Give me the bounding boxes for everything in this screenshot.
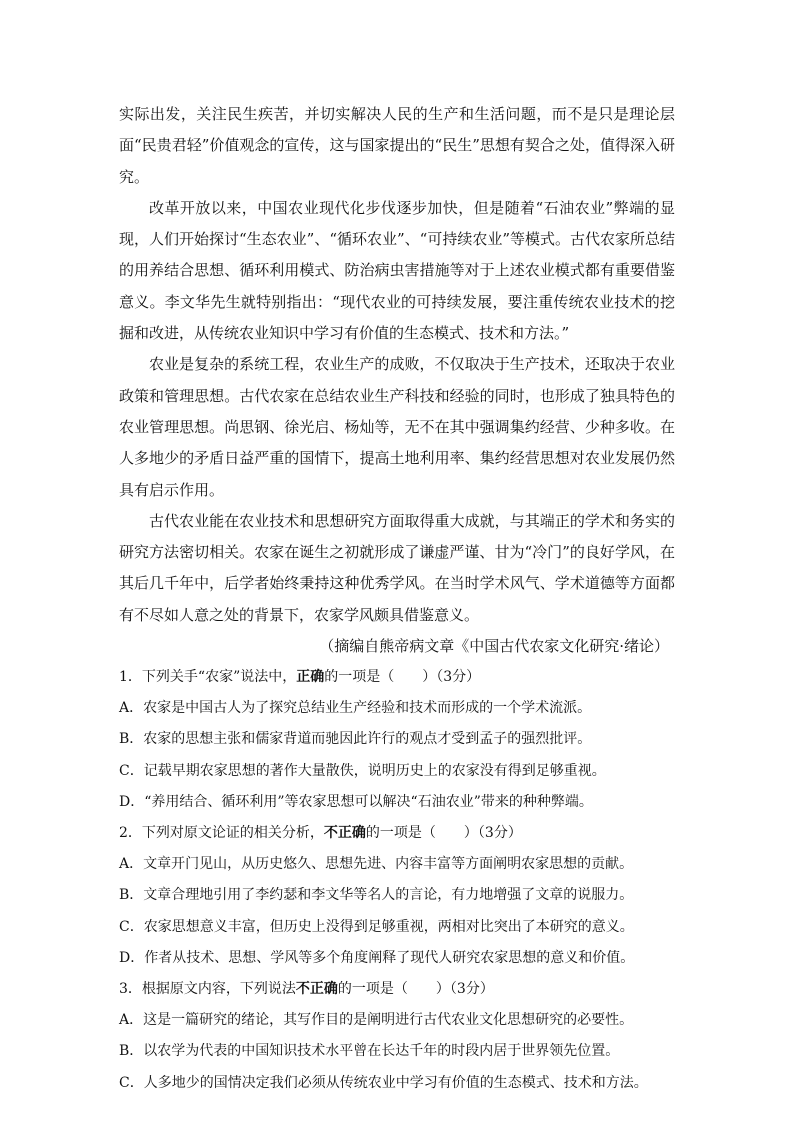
question-3 (119, 974, 675, 1099)
question-stem-keyword: 不正确 (295, 981, 338, 998)
question-option: C．记载早期农家思想的著作大量散佚，说明历史上的农家没有得到足够重视。 (119, 762, 606, 779)
document-content (119, 99, 675, 1099)
question-stem-post: 的一项是（ ）（3分） (365, 825, 522, 842)
passage-paragraph-2: 改革开放以来，中国农业现代化步伐逐步加快，但是随着“石油农业”弊端的显现，人们开始探讨“生态农业”、“循环农业”、“可持续农业”等模式。古代农家所总结的用养结合思想、循环利用模式、防治病虫害措施等对于上述农业模式都有重要借鉴意义。李文华先生就特别指出：“现代农业的可持续发展，要注重传统农业技术的挖掘和改进，从传统农业知识中学习有价值的生态模式、技术和方法。” (119, 198, 676, 343)
question-stem (119, 662, 675, 693)
question-option: B．以农学为代表的中国知识技术水平曾在长达千年的时段内居于世界领先位置。 (119, 1043, 620, 1060)
question-stem-post: 的一项是（ ）（3分） (324, 669, 481, 686)
question-1 (119, 662, 675, 818)
question-option: C．农家思想意义丰富，但历史上没得到足够重视，两相对比突出了本研究的意义。 (119, 918, 634, 935)
question-option: B．农家的思想主张和儒家背道而驰因此许行的观点才受到孟子的强烈批评。 (119, 731, 592, 748)
question-stem-keyword: 正确 (296, 669, 325, 686)
question-stem-pre: 1．下列关手“农家”说法中， (119, 669, 297, 686)
question-stem-post: 的一项是（ ）（3分） (337, 981, 494, 998)
question-option: A．农家是中国古人为了探究总结业生产经验和技术而形成的一个学术流派。 (119, 700, 592, 717)
passage-paragraph-1: 实际出发，关注民生疾苦，并切实解决人民的生产和生活问题，而不是只是理论层面“民贵君轻”价值观念的宣传，这与国家提出的“民生”思想有契合之处，值得深入研究。 (119, 105, 675, 186)
question-option: D．“养用结合、循环利用”等农家思想可以解决“石油农业”带来的种种弊端。 (119, 793, 593, 810)
question-option: B．文章合理地引用了李约瑟和李文华等名人的言论，有力地增强了文章的说服力。 (119, 887, 634, 904)
question-option: C．人多地少的国情决定我们必须从传统农业中学习有价值的生态模式、技术和方法。 (119, 1074, 648, 1091)
question-option: A．这是一篇研究的绪论，其写作目的是阐明进行古代农业文化思想研究的必要性。 (119, 1012, 634, 1029)
question-stem (119, 974, 675, 1005)
question-option: A．文章开门见山，从历史悠久、思想先进、内容丰富等方面阐明农家思想的贡献。 (119, 856, 634, 873)
question-option: D．作者从技术、思想、学风等多个角度阐释了现代人研究农家思想的意义和价值。 (119, 949, 635, 966)
question-stem-keyword: 不正确 (323, 825, 366, 842)
passage-source: （摘编自熊帝病文章《中国古代农家文化研究·绪论） (319, 637, 669, 656)
question-stem (119, 818, 675, 849)
passage-paragraph-4: 古代农业能在农业技术和思想研究方面取得重大成就，与其端正的学术和务实的研究方法密切相关。农家在诞生之初就形成了谦虚严谨、甘为“冷门”的良好学风，在其后几千年中，后学者始终秉持这种优秀学风。在当时学术风气、学术道德等方面都有不尽如人意之处的背景下，农家学风颇具借鉴意义。 (119, 511, 675, 624)
question-2 (119, 818, 675, 974)
question-stem-pre: 2．下列对原文论证的相关分析， (119, 825, 324, 842)
question-stem-pre: 3．根据原文内容，下列说法 (119, 981, 296, 998)
passage-paragraph-3: 农业是复杂的系统工程，农业生产的成败，不仅取决于生产技术，还取决于农业政策和管理思想。古代农家在总结农业生产科技和经验的同时，也形成了独具特色的农业管理思想。尚思钢、徐光启、杨灿等，无不在其中强调集约经营、少种多收。在人多地少的矛盾日益严重的国情下，提高土地利用率、集约经营思想对农业发展仍然具有启示作用。 (119, 355, 675, 499)
